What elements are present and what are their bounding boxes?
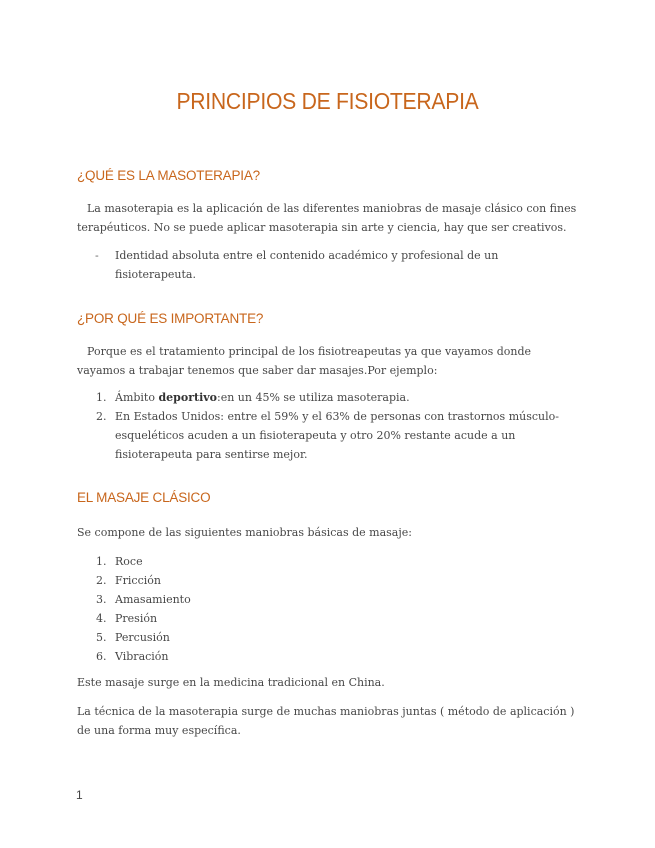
list-item-bold: deportivo bbox=[158, 391, 217, 404]
section-heading-por-que: ¿POR QUÉ ES IMPORTANTE? bbox=[77, 311, 264, 326]
list-item-text: Percusión bbox=[115, 631, 170, 644]
list-item bbox=[77, 388, 582, 407]
list-item bbox=[77, 590, 582, 609]
list-item-text: Vibración bbox=[115, 650, 169, 663]
list-number: 1. bbox=[96, 555, 107, 568]
bullet-list-que-es bbox=[77, 246, 582, 284]
page-title: PRINCIPIOS DE FISIOTERAPIA bbox=[176, 88, 479, 114]
list-number: 2. bbox=[96, 410, 107, 423]
list-number: 3. bbox=[96, 593, 107, 606]
list-item-text: Fricción bbox=[115, 574, 161, 587]
list-item-text: Identidad absoluta entre el contenido académico y profesional de un fisioterapeuta. bbox=[115, 249, 499, 281]
list-item bbox=[77, 552, 582, 571]
list-number: 4. bbox=[96, 612, 107, 625]
section-paragraph-por-que: Porque es el tratamiento principal de los fisiotreapeutas ya que vayamos donde vayamos a trabajar tenemos que saber dar masajes.Por ejemplo: bbox=[77, 345, 532, 377]
section-heading-masaje-clasico: EL MASAJE CLÁSICO bbox=[77, 490, 211, 505]
list-item bbox=[77, 647, 582, 666]
dash-bullet: - bbox=[95, 249, 99, 262]
section-heading-que-es: ¿QUÉ ES LA MASOTERAPIA? bbox=[77, 168, 260, 183]
section-intro-masaje-clasico: Se compone de las siguientes maniobras básicas de masaje: bbox=[77, 526, 412, 539]
list-number: 1. bbox=[96, 391, 107, 404]
section-paragraph-que-es: La masoterapia es la aplicación de las diferentes maniobras de masaje clásico con fines terapéuticos. No se puede aplicar masoterapia sin arte y ciencia, hay que ser creativos. bbox=[77, 202, 577, 234]
list-item bbox=[77, 628, 582, 647]
list-item-text: Amasamiento bbox=[115, 593, 191, 606]
list-item bbox=[77, 407, 582, 464]
list-item-text: Roce bbox=[115, 555, 143, 568]
section-paragraph-tecnica: La técnica de la masoterapia surge de muchas maniobras juntas ( método de aplicación ) de una forma muy específica. bbox=[77, 705, 575, 737]
list-number: 2. bbox=[96, 574, 107, 587]
list-item bbox=[77, 571, 582, 590]
numbered-list-por-que bbox=[77, 388, 582, 464]
list-item bbox=[77, 246, 582, 284]
list-item-prefix: Ámbito bbox=[115, 391, 159, 404]
page-number: 1 bbox=[76, 788, 83, 802]
list-item-text: Presión bbox=[115, 612, 158, 625]
list-item-text: En Estados Unidos: entre el 59% y el 63% de personas con trastornos músculo-esqueléticos acuden a un fisioterapeuta y otro 20% restante acude a un fisioterapeuta para sentirse mejor. bbox=[115, 410, 559, 461]
list-number: 6. bbox=[96, 650, 107, 663]
list-item bbox=[77, 609, 582, 628]
list-item-suffix: :en un 45% se utiliza masoterapia. bbox=[217, 391, 410, 404]
list-number: 5. bbox=[96, 631, 107, 644]
section-paragraph-origen: Este masaje surge en la medicina tradicional en China. bbox=[77, 676, 385, 689]
numbered-list-maniobras bbox=[77, 552, 582, 666]
